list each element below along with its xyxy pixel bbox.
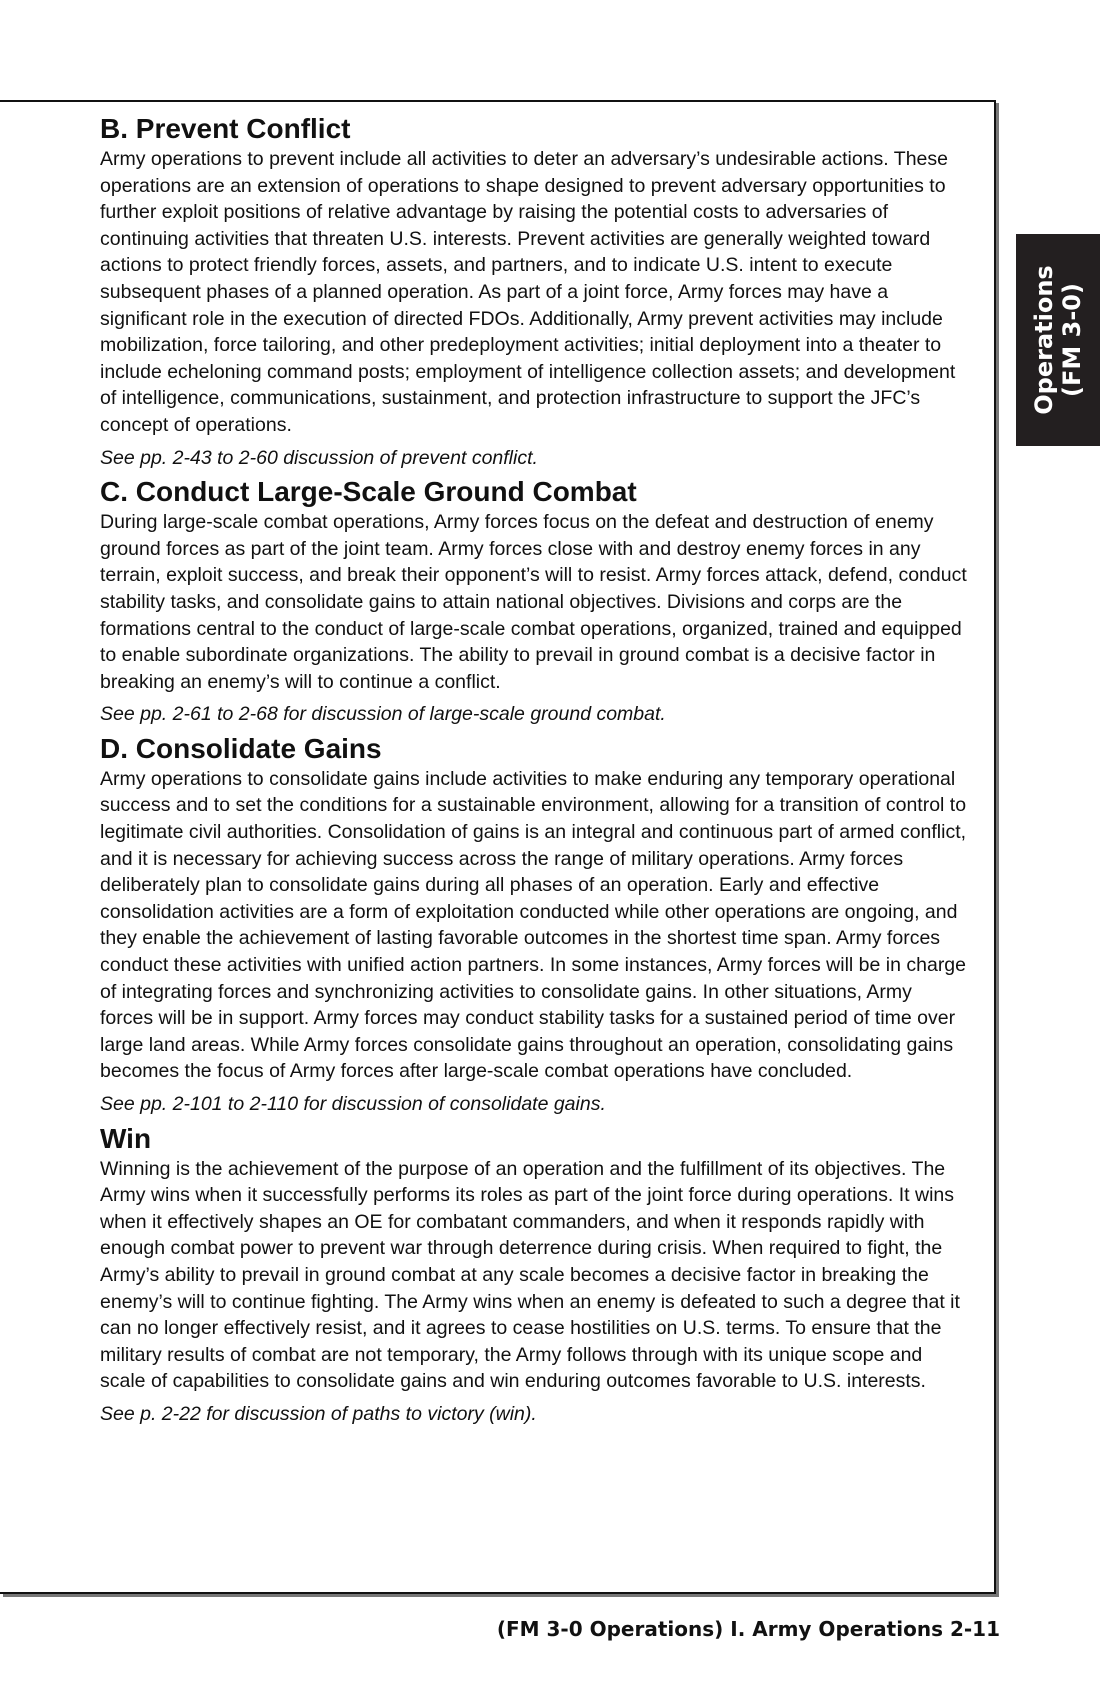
section-reference: See pp. 2-43 to 2-60 discussion of prevent conflict. bbox=[100, 446, 538, 469]
chapter-tab-line2: (FM 3-0) bbox=[1058, 283, 1086, 397]
section-body: During large-scale combat operations, Army forces focus on the defeat and destruction of enemy ground forces as part of the joint team. Army forces close with and destroy enemy forces in any terrain, exploit success, and break their opponent’s will to resist. Army forces attack, defend, conduct stability tasks, and consolidate gains to attain national objectives. Divisions and corps are the formations central to the conduct of large-scale combat operations, organized, trained and equipped to enable subordinate organizations. The ability to prevail in ground combat is a decisive factor in breaking an enemy’s will to continue a conflict. bbox=[100, 511, 967, 693]
page-footer: (FM 3-0 Operations) I. Army Operations 2-11 bbox=[496, 1617, 1000, 1641]
chapter-side-tab bbox=[1016, 234, 1100, 446]
section-heading: C. Conduct Large-Scale Ground Combat bbox=[100, 476, 637, 508]
section-win bbox=[100, 1122, 970, 1428]
section-heading: Win bbox=[100, 1122, 152, 1154]
section-consolidate-gains bbox=[100, 732, 970, 1118]
section-heading: B. Prevent Conflict bbox=[100, 113, 351, 144]
section-body: Winning is the achievement of the purpose of an operation and the fulfillment of its objectives. The Army wins when it successfully performs its roles as part of the joint force during operations. It wins when it effectively shapes an OE for combatant commanders, and when it responds rapidly with enough combat power to prevent war through deterrence during crisis. When required to fight, the Army’s ability to prevail in ground combat at any scale becomes a decisive factor in breaking the enemy’s will to continue fighting. The Army wins when an enemy is defeated to such a degree that it can no longer effectively resist, and it agrees to cease hostilities on U.S. terms. To ensure that the military results of combat are not temporary, the Army follows through with its unique scope and scale of capabilities to consolidate gains and win enduring outcomes favorable to U.S. interests. bbox=[100, 1157, 960, 1393]
page-content bbox=[100, 112, 970, 1432]
section-large-scale-ground-combat bbox=[100, 475, 970, 728]
section-body: Army operations to consolidate gains include activities to make enduring any temporary operational success and to set the conditions for a sustainable environment, allowing for a transition of control to legitimate civil authorities. Consolidation of gains is an integral and continuous part of armed conflict, and it is necessary for achieving success across the range of military operations. Army forces deliberately plan to consolidate gains during all phases of an operation. Early and effective consolidation activities are a form of exploitation conducted while other operations are ongoing, and they enable the achievement of lasting favorable outcomes in the shortest time span. Army forces conduct these activities with unified action partners. In some instances, Army forces will be in charge of integrating forces and synchronizing activities to consolidate gains. In other situations, Army forces will be in support. Army forces may conduct stability tasks for a sustained period of time over large land areas. While Army forces consolidate gains throughout an operation, consolidating gains becomes the focus of Army forces after large-scale combat operations have concluded. bbox=[100, 767, 967, 1083]
chapter-tab-label bbox=[1030, 265, 1086, 414]
section-reference: See pp. 2-101 to 2-110 for discussion of consolidate gains. bbox=[100, 1093, 606, 1115]
chapter-tab-line1: Operations bbox=[1030, 265, 1058, 415]
section-reference: See pp. 2-61 to 2-68 for discussion of large-scale ground combat. bbox=[100, 703, 666, 726]
section-heading: D. Consolidate Gains bbox=[100, 732, 382, 764]
section-body: Army operations to prevent include all activities to deter an adversary’s undesirable actions. These operations are an extension of operations to shape designed to prevent adversary opportunities to further exploit positions of relative advantage by raising the potential costs to adversaries of continuing activities that threaten U.S. interests. Prevent activities are generally weighted toward actions to protect friendly forces, assets, and partners, and to indicate U.S. intent to execute subsequent phases of a planned operation. As part of a joint force, Army forces may have a significant role in the execution of directed FDOs. Additionally, Army prevent activities may include mobilization, force tailoring, and other predeployment activities; initial deployment into a theater to include echeloning command posts; employment of intelligence collection assets; and development of intelligence, communications, sustainment, and protection infrastructure to support the JFC’s concept of operations. bbox=[100, 148, 956, 436]
section-prevent-conflict bbox=[100, 112, 970, 471]
section-reference: See p. 2-22 for discussion of paths to victory (win). bbox=[100, 1402, 537, 1425]
